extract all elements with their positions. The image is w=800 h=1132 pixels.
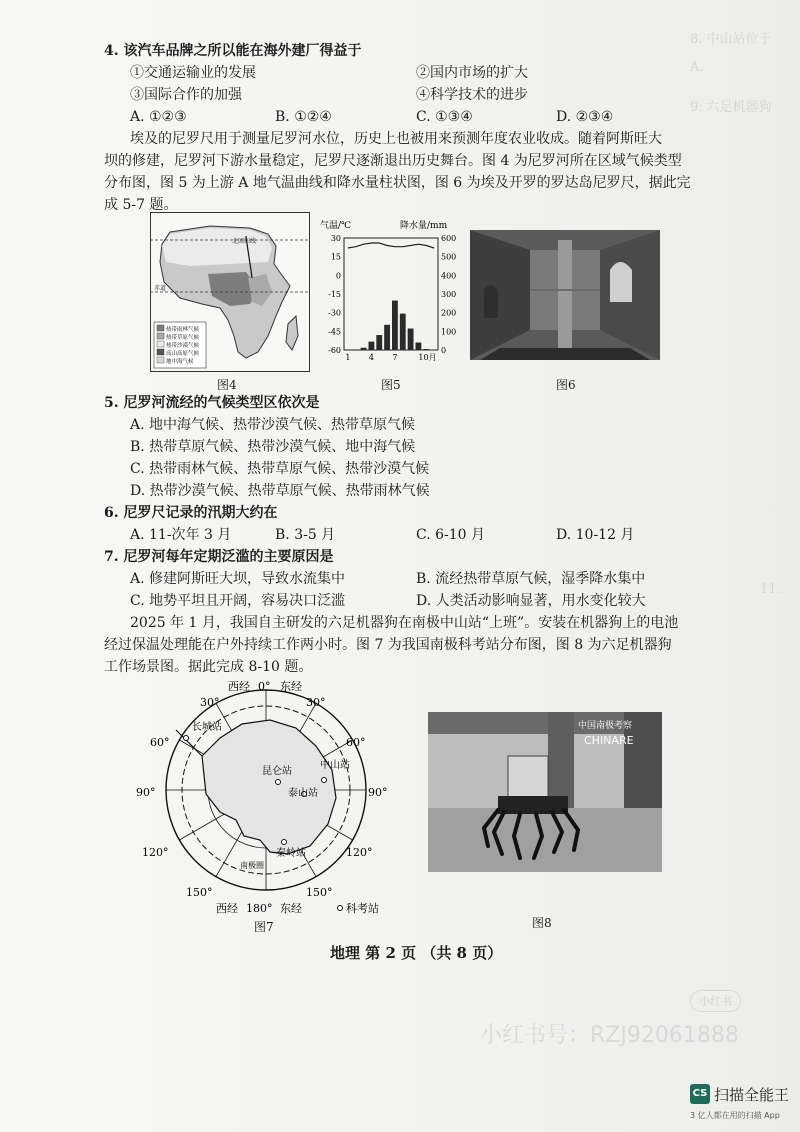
fig4-caption: 图4 <box>217 378 237 392</box>
svg-text:热带沙漠气候: 热带沙漠气候 <box>166 343 200 349</box>
lon-label: 60° <box>346 736 366 749</box>
station-great-wall: 长城站 <box>192 722 222 733</box>
q7-choice-a: A. 修建阿斯旺大坝，导致水流集中 <box>130 571 346 587</box>
right-tick-label: 200 <box>441 308 457 318</box>
x-tick-label: 1 <box>345 353 351 362</box>
precipitation-bar <box>392 301 398 350</box>
sign-cn: 中国南极考察 <box>578 721 633 731</box>
precipitation-bar <box>400 314 406 350</box>
top-east-label: 东经 <box>280 680 302 693</box>
left-axis-title: 气温/℃ <box>320 221 352 231</box>
rednote-watermark: 小红书号：RZJ92061888 <box>480 1023 739 1048</box>
precipitation-bar <box>423 349 429 350</box>
q6-stem: 6. 尼罗尺记录的汛期大约在 <box>104 505 278 521</box>
left-tick-label: 0 <box>335 271 341 281</box>
q4-choice-b: B. ①②④ <box>275 109 332 125</box>
q4-choice-d: D. ②③④ <box>556 109 614 125</box>
right-tick-label: 100 <box>441 327 457 337</box>
x-tick-label: 7 <box>392 353 398 362</box>
x-tick-label: 10月 <box>418 353 437 362</box>
camscanner-name: 扫描全能王 <box>714 1086 790 1104</box>
lon-label: 150° <box>306 886 333 899</box>
q5-choice-b: B. 热带草原气候、热带沙漠气候、地中海气候 <box>130 439 416 455</box>
q4-choice-c: C. ①③④ <box>416 109 473 125</box>
q4-option-3: ③国际合作的加强 <box>130 87 242 103</box>
plot-frame <box>344 238 438 350</box>
lon-label: 90° <box>368 786 388 799</box>
bleed-text: 8. 中山站位于 <box>690 32 772 47</box>
fig7-antarctic-station-map <box>136 676 400 918</box>
q6-choice-c: C. 6-10 月 <box>416 527 486 543</box>
lon-label: 60° <box>150 736 170 749</box>
q6-choice-d: D. 10-12 月 <box>556 527 635 543</box>
lon-label: 120° <box>142 846 169 859</box>
lon-label: 120° <box>346 846 373 859</box>
q5-stem: 5. 尼罗河流经的气候类型区依次是 <box>104 395 320 411</box>
fig4-africa-climate-map <box>150 212 310 372</box>
left-tick-label: 15 <box>330 252 341 262</box>
q5-choice-d: D. 热带沙漠气候、热带草原气候、热带雨林气候 <box>130 483 430 499</box>
camscanner-logo-icon: CS <box>690 1084 710 1104</box>
passage1-line: 坝的修建，尼罗河下游水量稳定，尼罗尺逐渐退出历史舞台。图 4 为尼罗河所在区域气候类型 <box>104 153 682 169</box>
bottom-east-label: 东经 <box>280 902 302 915</box>
station-marker <box>276 780 281 785</box>
q7-choice-d: D. 人类活动影响显著，用水变化较大 <box>416 593 646 609</box>
lon-label: 90° <box>136 786 156 799</box>
left-tick-label: -45 <box>328 327 341 337</box>
passage1-line: 成 5-7 题。 <box>104 197 178 213</box>
bottom-180-label: 180° <box>246 902 273 915</box>
q5-choice-c: C. 热带雨林气候、热带草原气候、热带沙漠气候 <box>130 461 430 477</box>
legend-station-icon <box>338 906 343 911</box>
precipitation-bar <box>369 342 375 350</box>
bleed-text: A. <box>690 60 704 75</box>
x-tick-label: 4 <box>368 353 374 362</box>
top-west-label: 西经 <box>228 680 250 693</box>
right-axis-title: 降水量/mm <box>400 221 448 231</box>
station-kunlun: 昆仑站 <box>262 766 292 777</box>
rednote-badge: 小红书 <box>690 990 741 1012</box>
equator-label: 赤道 <box>154 285 167 292</box>
svg-text:热带雨林气候: 热带雨林气候 <box>166 327 200 333</box>
antarctica-landmass <box>202 720 336 854</box>
q4-choice-a: A. ①②③ <box>130 109 187 125</box>
left-tick-label: -60 <box>328 346 341 355</box>
lon-label: 30° <box>200 696 220 709</box>
precipitation-bar <box>408 329 414 350</box>
top-zero-label: 0° <box>258 680 271 693</box>
bottom-west-label: 西经 <box>216 902 238 915</box>
tropic-label: 北回归线 <box>232 238 257 245</box>
precipitation-bar <box>376 335 382 350</box>
legend-station-label: 科考站 <box>346 902 379 915</box>
left-tick-label: -30 <box>328 308 341 318</box>
passage1-line: 埃及的尼罗尺用于测量尼罗河水位，历史上也被用来预测年度农业收成。随着阿斯旺大 <box>130 131 662 147</box>
station-marker <box>282 840 287 845</box>
q7-choice-c: C. 地势平坦且开阔，容易决口泛滥 <box>130 593 346 609</box>
bleed-text: 11. <box>760 582 781 597</box>
right-tick-label: 600 <box>441 234 457 243</box>
fig5-climate-chart <box>318 216 468 366</box>
right-tick-label: 400 <box>441 271 457 281</box>
right-tick-label: 0 <box>441 346 447 355</box>
fig8-robot-dog-photo <box>428 712 662 872</box>
right-tick-label: 500 <box>441 252 457 262</box>
antarctic-peninsula <box>176 730 202 756</box>
left-tick-label: -15 <box>328 290 341 299</box>
camscanner-tagline: 3 亿人都在用的扫描 App <box>690 1111 780 1120</box>
q6-choice-a: A. 11-次年 3 月 <box>130 527 232 543</box>
passage2-line: 经过保温处理能在户外持续工作两小时。图 7 为我国南极科考站分布图，图 8 为六足机器狗 <box>104 637 672 653</box>
q4-option-1: ①交通运输业的发展 <box>130 65 256 81</box>
passage2-line: 2025 年 1 月，我国自主研发的六足机器狗在南极中山站“上班”。安装在机器狗上的电池 <box>130 615 679 631</box>
q6-choice-b: B. 3-5 月 <box>275 527 336 543</box>
precipitation-bar <box>361 348 367 350</box>
station-qinling: 秦岭站 <box>276 848 306 859</box>
fig8-caption: 图8 <box>532 916 552 930</box>
page-footer: 地理 第 2 页 （共 8 页） <box>330 944 503 962</box>
q4-stem: 4. 该汽车品牌之所以能在海外建厂得益于 <box>104 43 362 59</box>
passage2-line: 工作场景图。据此完成 8-10 题。 <box>104 659 313 675</box>
q7-stem: 7. 尼罗河每年定期泛滥的主要原因是 <box>104 549 334 565</box>
sign-en: CHINARE <box>584 734 634 747</box>
q4-option-2: ②国内市场的扩大 <box>416 65 528 81</box>
lon-label: 30° <box>306 696 326 709</box>
fig4-legend <box>154 322 206 368</box>
q7-choice-b: B. 流经热带草原气候，湿季降水集中 <box>416 571 646 587</box>
fig6-nilometer-photo <box>470 230 660 360</box>
station-zhongshan: 中山站 <box>320 760 350 771</box>
right-tick-label: 300 <box>441 290 457 299</box>
q5-choice-a: A. 地中海气候、热带沙漠气候、热带草原气候 <box>130 417 416 433</box>
passage1-line: 分布图，图 5 为上游 A 地气温曲线和降水量柱状图，图 6 为埃及开罗的罗达岛尼罗尺，据此完 <box>104 175 691 191</box>
svg-text:热带草原气候: 热带草原气候 <box>166 335 200 341</box>
antarctic-circle-label: 南极圈 <box>240 861 264 870</box>
station-marker <box>322 778 327 783</box>
q4-option-4: ④科学技术的进步 <box>416 87 528 103</box>
temperature-line <box>348 243 434 248</box>
station-marker <box>184 736 189 741</box>
station-taishan: 泰山站 <box>288 788 318 799</box>
precipitation-bar <box>384 325 390 350</box>
fig7-caption: 图7 <box>254 920 274 934</box>
lon-label: 150° <box>186 886 213 899</box>
fig5-caption: 图5 <box>381 378 401 392</box>
bleed-text: 9. 六足机器狗 <box>690 100 772 115</box>
left-tick-label: 30 <box>330 234 341 243</box>
fig6-caption: 图6 <box>556 378 576 392</box>
precipitation-bar <box>353 349 359 350</box>
svg-text:地中海气候: 地中海气候 <box>166 359 194 365</box>
precipitation-bar <box>416 343 422 350</box>
svg-text:高山高原气候: 高山高原气候 <box>166 351 200 357</box>
